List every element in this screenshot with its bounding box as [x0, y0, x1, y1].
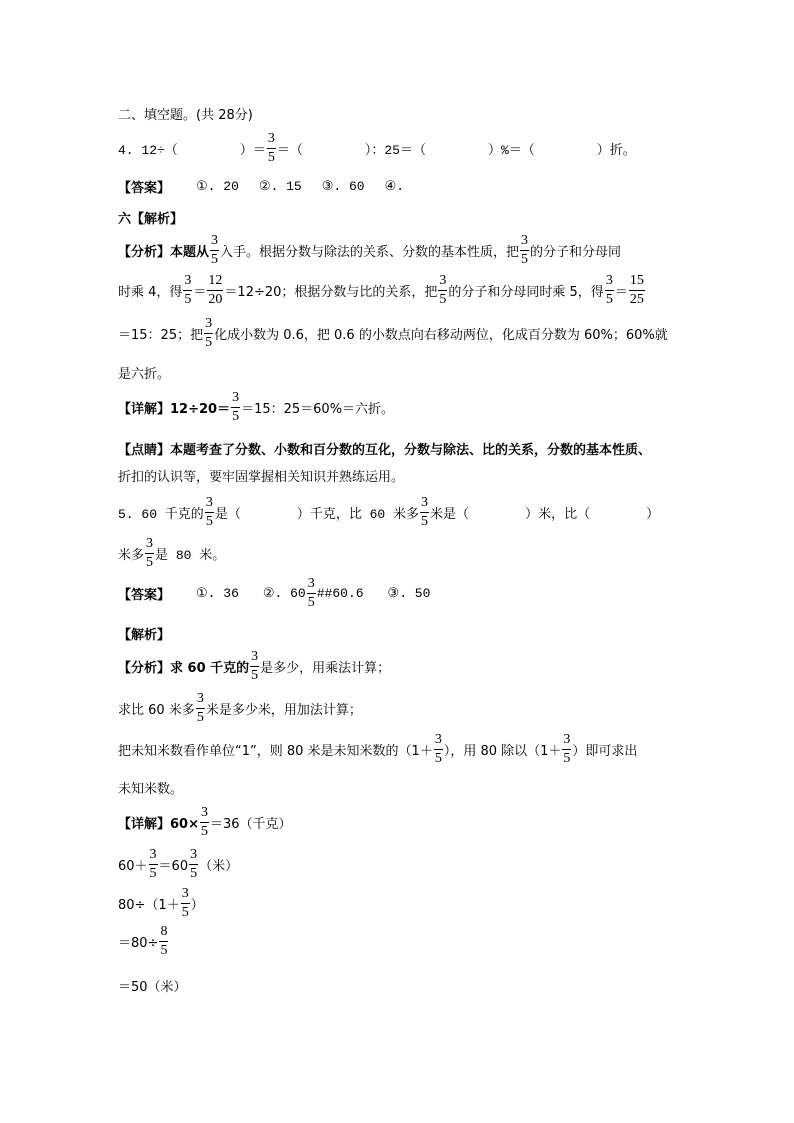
fraction-3-5: $\frac{3}{5}$ [184, 273, 192, 307]
analysis-heading-5: 【解析】 [118, 628, 171, 643]
question-5-line-2: 米多 $\frac{3}{5}$ 是 80 米。 [118, 536, 226, 570]
fraction-3-5: $\frac{3}{5}$ [149, 847, 157, 881]
fraction-3-5: $\frac{3}{5}$ [146, 536, 154, 570]
fraction-12-20: $\frac{12}{20}$ [208, 273, 223, 307]
analysis-5-line-4: 未知米数。 [118, 782, 184, 797]
analysis-5-line-1: 【分析】求 60 千克的 $\frac{3}{5}$ 是多少，用乘法计算； [118, 649, 391, 683]
fraction-3-5: $\frac{3}{5}$ [307, 576, 315, 610]
fraction-3-5: $\frac{3}{5}$ [232, 390, 240, 424]
fraction-3-5: $\frac{3}{5}$ [605, 273, 613, 307]
fraction-3-5: $\frac{3}{5}$ [439, 273, 447, 307]
analysis-heading-4: 六【解析】 [118, 212, 184, 227]
analysis-4-line-1: 【分析】本题从 $\frac{3}{5}$ 入手。根据分数与除法的关系、分数的基本性质，把 $\frac{3}{5}$ 的分子和分母同 [118, 233, 622, 267]
question-5-line-1: 5. 60 千克的 $\frac{3}{5}$ 是（ ）千克，比 60 米多 $\frac{3}{5}$ 米是（ ）米，比（ ） [118, 495, 660, 529]
fraction-3-5: $\frac{3}{5}$ [196, 691, 204, 725]
comment-4-line-1: 【点睛】本题考查了分数、小数和百分数的互化，分数与除法、比的关系，分数的基本性质、 [118, 443, 652, 458]
analysis-5-line-2: 求比 60 米多 $\frac{3}{5}$ 米是多少米，用加法计算； [118, 691, 362, 725]
detail-5-line-4: ＝80÷ $\frac{8}{5}$ [118, 924, 168, 958]
fraction-3-5: $\frac{3}{5}$ [267, 131, 275, 165]
comment-4-line-2: 折扣的认识等，要牢固掌握相关知识并熟练运用。 [118, 470, 405, 485]
fraction-15-25: $\frac{15}{25}$ [629, 273, 644, 307]
fraction-3-5: $\frac{3}{5}$ [190, 847, 198, 881]
analysis-4-line-3: ＝15：25；把 $\frac{3}{5}$ 化成小数为 0.6，把 0.6 的小数点向右移动两位，化成百分数为 60%；60%就 [118, 316, 668, 350]
fraction-3-5: $\frac{3}{5}$ [205, 495, 213, 529]
detail-5-line-1: 【详解】60× $\frac{3}{5}$ ＝36（千克） [118, 805, 292, 839]
fraction-8-5: $\frac{8}{5}$ [160, 924, 168, 958]
fraction-3-5: $\frac{3}{5}$ [434, 732, 442, 766]
detail-5-line-5: ＝50（米） [118, 980, 187, 995]
detail-5-line-2: 60＋ $\frac{3}{5}$ ＝60 $\frac{3}{5}$ （米） [118, 847, 239, 881]
question-4: 4. 12÷（ ）＝ $\frac{3}{5}$ ＝（ ）：25＝（ ）%＝（ ）折。 [118, 131, 636, 165]
fraction-3-5: $\frac{3}{5}$ [211, 233, 219, 267]
section-title: 二、填空题。(共 28分) [118, 108, 253, 123]
fraction-3-5: $\frac{3}{5}$ [205, 316, 213, 350]
analysis-4-line-4: 是六折。 [118, 367, 171, 382]
fraction-3-5: $\frac{3}{5}$ [251, 649, 259, 683]
answer-5: 【答案】 ①. 36 ②. 60 $\frac{3}{5}$ ##60.6 ③. 50 [118, 576, 431, 610]
answer-4: 【答案】 ①. 20 ②. 15 ③. 60 ④. [118, 179, 405, 196]
fraction-3-5: $\frac{3}{5}$ [421, 495, 429, 529]
fraction-3-5: $\frac{3}{5}$ [521, 233, 529, 267]
analysis-5-line-3: 把未知米数看作单位“1”，则 80 米是未知米数的（1＋ $\frac{3}{5}$ ），用 80 除以（1＋ $\frac{3}{5}$ ）即可求出 [118, 732, 638, 766]
analysis-4-line-2: 时乘 4，得 $\frac{3}{5}$ ＝ $\frac{12}{20}$ ＝12÷20；根据分数与比的关系，把 $\frac{3}{5}$ 的分子和分母同时乘 5，得 $\frac{3}{5}$ ＝ $\frac{15}{25}$ [118, 273, 644, 307]
fraction-3-5: $\frac{3}{5}$ [200, 805, 208, 839]
detail-5-line-3: 80÷（1＋ $\frac{3}{5}$ ） [118, 886, 204, 920]
detail-4: 【详解】12÷20＝ $\frac{3}{5}$ ＝15：25＝60%＝六折。 [118, 390, 395, 424]
fraction-3-5: $\frac{3}{5}$ [563, 732, 571, 766]
fraction-3-5: $\frac{3}{5}$ [181, 886, 189, 920]
